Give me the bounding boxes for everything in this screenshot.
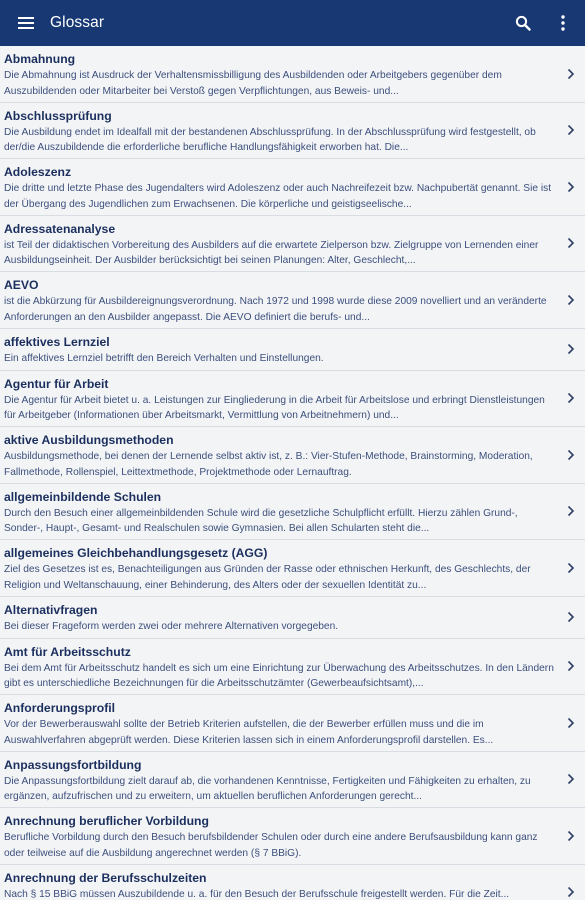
item-description: Durch den Besuch einer allgemeinbildenden Schule wird die gesetzliche Schulpflicht erfüllt. Hierzu zählen Grund-, Sonder-, Haupt-, Gesamt- und Realschulen sowie Gymnasien. Bei allen Schularten steht die... — [4, 507, 518, 534]
item-title: AEVO — [4, 278, 39, 292]
chevron-right-icon — [565, 391, 577, 405]
list-item[interactable] — [0, 371, 585, 428]
item-title: allgemeines Gleichbehandlungsgesetz (AGG) — [4, 546, 268, 560]
chevron-right-icon — [565, 448, 577, 462]
item-title: Adressatenanalyse — [4, 221, 116, 236]
list-item[interactable] — [0, 46, 585, 103]
app-bar — [0, 0, 585, 46]
item-description: Ein affektives Lernziel betrifft den Bereich Verhalten und Einstellungen. — [4, 352, 324, 364]
chevron-right-icon — [565, 180, 577, 194]
list-item[interactable] — [0, 427, 585, 484]
list-item[interactable] — [0, 808, 585, 865]
search-icon[interactable] — [503, 0, 543, 46]
item-title: Anforderungsprofil — [4, 701, 116, 715]
item-title: Amt für Arbeitsschutz — [4, 644, 131, 659]
item-description: Berufliche Vorbildung durch den Besuch berufsbildender Schulen oder durch eine andere Berufsausbildung kann ganz oder teilweise auf die Ausbildung angerechnet werden (§ 7 BBiG). — [4, 832, 538, 859]
list-item[interactable] — [0, 329, 585, 371]
more-vert-icon[interactable] — [543, 0, 583, 46]
glossary-list[interactable] — [0, 46, 585, 900]
item-description: Vor der Bewerberauswahl sollte der Betrieb Kriterien aufstellen, die der Bewerber erfüllen muss und die im Auswahlverfahren abgeprüft werden. Diese Kriterien lassen sich in einem Anforderungsprofil darstellen. Es... — [4, 719, 494, 746]
chevron-right-icon — [565, 659, 577, 673]
item-title: Adoleszenz — [4, 165, 72, 179]
item-description: Bei dieser Frageform werden zwei oder mehrere Alternativen vorgegeben. — [4, 620, 339, 632]
item-title: aktive Ausbildungsmethoden — [4, 433, 174, 447]
list-item[interactable] — [0, 484, 585, 541]
list-item[interactable] — [0, 216, 585, 273]
chevron-right-icon — [565, 342, 577, 356]
hamburger-menu-icon[interactable] — [4, 0, 48, 46]
item-description: Die Abmahnung ist Ausdruck der Verhaltensmissbilligung des Ausbildenden oder Arbeitgebers gegenüber dem Auszubildenden oder Mitarbeiter bei Verstoß gegen Verpflichtungen, aus Beweis- und... — [4, 70, 502, 97]
item-title: Abschlussprüfung — [4, 108, 112, 123]
item-title: Anrechnung beruflicher Vorbildung — [4, 814, 209, 828]
item-description: ist die Abkürzung für Ausbildereignungsverordnung. Nach 1972 und 1998 wurde diese 2009 novelliert und an veränderte Anforderungen an den Ausbilder angepasst. Die AEVO definiert die berufs- und... — [4, 296, 547, 323]
item-description: Die Anpassungsfortbildung zielt darauf ab, die vorhandenen Kenntnisse, Fertigkeiten und Fähigkeiten zu erhalten, zu ergänzen, aufzufrischen und zu erweitern, um aktuellen beruflichen Anforderungen gerecht... — [4, 775, 531, 802]
item-title: Alternativfragen — [4, 602, 98, 617]
item-description: ist Teil der didaktischen Vorbereitung des Ausbilders auf die erwartete Zielperson bzw. Zielgruppe von Lernenden einer Ausbildungseinheit. Der Ausbilder berücksichtigt bei seinen Planungen: Alter, Geschlecht,... — [4, 239, 539, 266]
list-item[interactable] — [0, 752, 585, 809]
chevron-right-icon — [565, 236, 577, 250]
item-title: Anrechnung der Berufsschulzeiten — [4, 870, 207, 885]
list-item[interactable] — [0, 159, 585, 216]
item-title: Anpassungsfortbildung — [4, 757, 142, 772]
chevron-right-icon — [565, 716, 577, 730]
item-description: Die dritte und letzte Phase des Jugendalters wird Adoleszenz oder auch Nachreifezeit bzw. Nachpubertät genannt. Sie ist der Übergang des Jugendlichen zum Erwachsenen. Die körperliche und geistigseelische... — [4, 183, 552, 210]
chevron-right-icon — [565, 829, 577, 843]
list-item[interactable] — [0, 639, 585, 696]
item-description: Ausbildungsmethode, bei denen der Lernende selbst aktiv ist, z. B.: Vier-Stufen-Methode, Brainstorming, Moderation, Fallmethode, Rollenspiel, Leittextmethode, Projektmethode oder Lernauftrag. — [4, 451, 533, 478]
item-title: Agentur für Arbeit — [4, 376, 109, 391]
chevron-right-icon — [565, 561, 577, 575]
chevron-right-icon — [565, 772, 577, 786]
item-description: Nach § 15 BBiG müssen Auszubildende u. a. für den Besuch der Berufsschule freigestellt werden. Für die Zeit... — [4, 888, 510, 900]
item-description: Die Agentur für Arbeit bietet u. a. Leistungen zur Eingliederung in die Arbeit für Arbeitslose und erbringt Dienstleistungen für Arbeitgeber (Informationen über Arbeitsmarkt, Vermittlung von Arbeitnehmern) und... — [4, 394, 545, 421]
item-title: affektives Lernziel — [4, 334, 110, 349]
page-title: Glossar — [50, 14, 105, 31]
item-description: Bei dem Amt für Arbeitsschutz handelt es sich um eine Einrichtung zur Überwachung des Arbeitsschutzes. In den Ländern gibt es unterschiedliche Bezeichnungen für die Arbeitsschutzämter (Gewerbeaufsichtsamt),... — [4, 662, 554, 689]
list-item[interactable] — [0, 865, 585, 900]
list-item[interactable] — [0, 695, 585, 752]
item-description: Ziel des Gesetzes ist es, Benachteiligungen aus Gründen der Rasse oder ethnischen Herkunft, des Geschlechts, der Religion und Weltanschauung, einer Behinderung, des Alters oder der sexuellen Identität zu... — [4, 564, 531, 591]
item-description: Die Ausbildung endet im Idealfall mit der bestandenen Abschlussprüfung. In der Abschlussprüfung wird festgestellt, ob der/die Auszubildende die erforderliche berufliche Handlungsfähigkeit erworben hat. Die... — [4, 126, 536, 153]
chevron-right-icon — [565, 504, 577, 518]
list-item[interactable] — [0, 597, 585, 639]
list-item[interactable] — [0, 272, 585, 329]
chevron-right-icon — [565, 610, 577, 624]
chevron-right-icon — [565, 293, 577, 307]
list-item[interactable] — [0, 540, 585, 597]
chevron-right-icon — [565, 885, 577, 899]
item-title: allgemeinbildende Schulen — [4, 489, 162, 504]
item-title: Abmahnung — [4, 52, 76, 66]
list-item[interactable] — [0, 103, 585, 160]
chevron-right-icon — [565, 67, 577, 81]
chevron-right-icon — [565, 123, 577, 137]
